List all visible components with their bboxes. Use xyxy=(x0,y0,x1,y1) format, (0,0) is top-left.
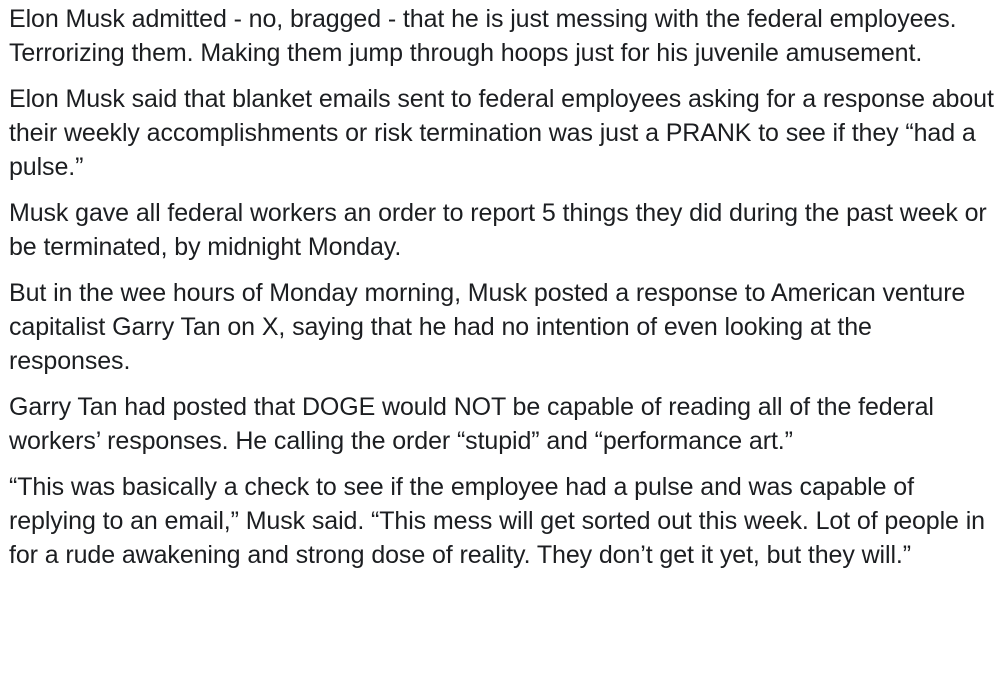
post-paragraph-2: Elon Musk said that blanket emails sent to federal employees asking for a response about their weekly accomplishments or risk termination was just a PRANK to see if they “had a pulse.” xyxy=(9,85,994,181)
post-body xyxy=(9,2,994,584)
post-paragraph-5: Garry Tan had posted that DOGE would NOT be capable of reading all of the federal workers’ responses. He calling the order “stupid” and “performance art.” xyxy=(9,393,934,455)
post-paragraph-6: “This was basically a check to see if the employee had a pulse and was capable of replying to an email,” Musk said. “This mess will get sorted out this week. Lot of people in for a rude awakening and strong dose of reality. They don’t get it yet, but they will.” xyxy=(9,473,985,569)
post-paragraph-1: Elon Musk admitted - no, bragged - that he is just messing with the federal employees. Terrorizing them. Making them jump through hoops just for his juvenile amusement. xyxy=(9,5,957,67)
post-paragraph-4: But in the wee hours of Monday morning, Musk posted a response to American venture capitalist Garry Tan on X, saying that he had no intention of even looking at the responses. xyxy=(9,279,966,375)
post-paragraph-3: Musk gave all federal workers an order to report 5 things they did during the past week or be terminated, by midnight Monday. xyxy=(9,199,987,261)
